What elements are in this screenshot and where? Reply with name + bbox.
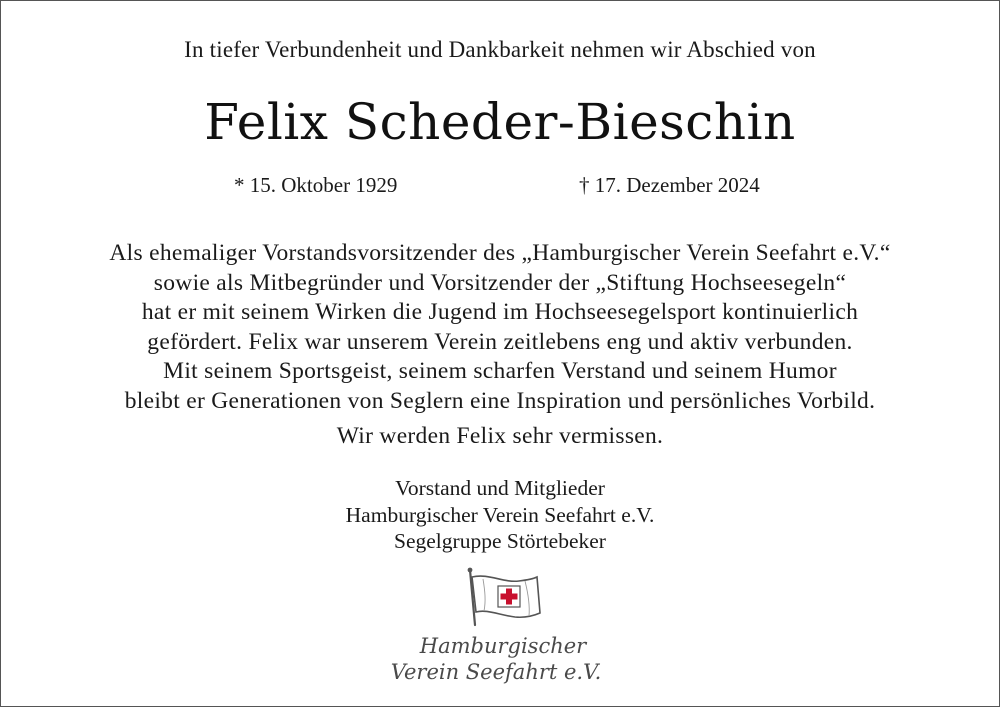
tribute-line: gefördert. Felix war unserem Verein zeitlebens eng und aktiv verbunden.	[147, 328, 853, 355]
tribute-line: Mit seinem Sportsgeist, seinem scharfen Verstand und seinem Humor	[163, 358, 837, 385]
flag-logo-icon	[391, 567, 611, 697]
signatory-line: Segelgruppe Störtebeker	[394, 529, 606, 553]
deceased-name: Felix Scheder-Bieschin	[204, 93, 796, 151]
tribute-line: Als ehemaliger Vorstandsvorsitzender des „Hamburgischer Verein Seefahrt e.V.“	[109, 240, 891, 266]
logo-line-2: Verein Seefahrt e.V.	[391, 660, 602, 684]
tribute-line: hat er mit seinem Wirken die Jugend im Hochseesegelsport kontinuierlich	[141, 299, 859, 326]
tribute-paragraph	[1, 239, 999, 417]
tribute-line: bleibt er Generationen von Seglern eine Inspiration und persönliches Vorbild.	[124, 387, 876, 414]
death-date: † 17. Dezember 2024	[579, 173, 760, 197]
intro-line: In tiefer Verbundenheit und Dankbarkeit nehmen wir Abschied von	[184, 37, 816, 62]
club-logo	[391, 567, 611, 697]
tribute-line: sowie als Mitbegründer und Vorsitzender der „Stiftung Hochseesegeln“	[153, 269, 847, 296]
signatories	[1, 475, 999, 555]
life-dates	[1, 173, 999, 199]
farewell-line: Wir werden Felix sehr vermissen.	[336, 423, 664, 449]
birth-date: * 15. Oktober 1929	[234, 173, 398, 197]
logo-line-1: Hamburgischer	[419, 634, 587, 658]
signatory-line: Vorstand und Mitglieder	[395, 476, 605, 500]
signatory-line: Hamburgischer Verein Seefahrt e.V.	[345, 502, 655, 527]
